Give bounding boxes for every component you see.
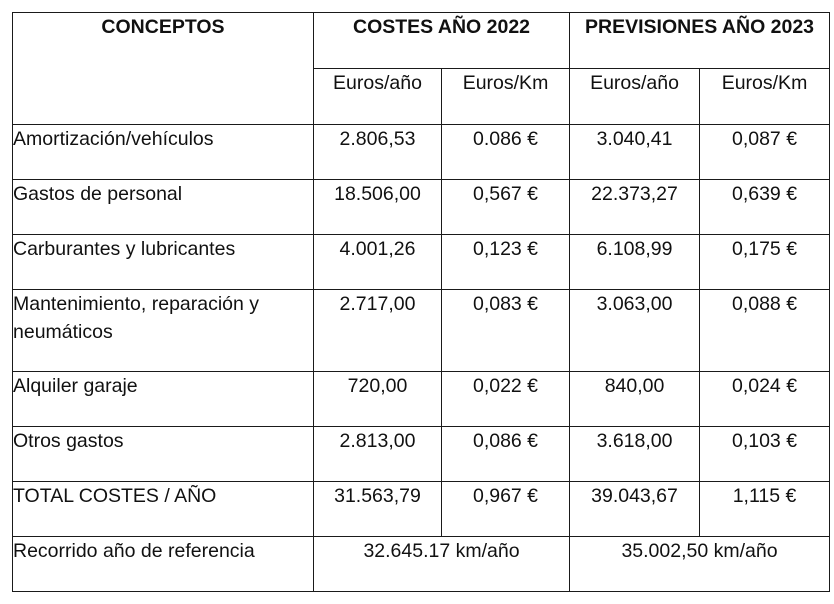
forecast-2023-year-cell: 840,00 (570, 372, 700, 427)
cost-2022-km-cell: 0,022 € (442, 372, 570, 427)
header-concepts: CONCEPTOS (13, 13, 314, 125)
costs-table (12, 12, 830, 592)
table-row (13, 235, 830, 290)
unit-euros-year-2023: Euros/año (570, 69, 700, 125)
concept-cell: Amortización/vehículos (13, 125, 314, 180)
total-forecast-2023-km: 1,115 € (700, 482, 830, 537)
header-row (13, 13, 830, 69)
forecast-2023-year-cell: 22.373,27 (570, 180, 700, 235)
reference-label: Recorrido año de referencia (13, 537, 314, 592)
forecast-2023-km-cell: 0,024 € (700, 372, 830, 427)
reference-row (13, 537, 830, 592)
table-row (13, 180, 830, 235)
concept-cell: Otros gastos (13, 427, 314, 482)
forecast-2023-year-cell: 3.040,41 (570, 125, 700, 180)
header-costs-2022: COSTES AÑO 2022 (314, 13, 570, 69)
cost-2022-km-cell: 0.086 € (442, 125, 570, 180)
total-row (13, 482, 830, 537)
unit-euros-km-2023: Euros/Km (700, 69, 830, 125)
unit-euros-year-2022: Euros/año (314, 69, 442, 125)
table-row (13, 290, 830, 372)
concept-cell: Gastos de personal (13, 180, 314, 235)
cost-2022-km-cell: 0,567 € (442, 180, 570, 235)
cost-2022-km-cell: 0,123 € (442, 235, 570, 290)
reference-distance-2022: 32.645.17 km/año (314, 537, 570, 592)
table-row (13, 427, 830, 482)
forecast-2023-km-cell: 0,103 € (700, 427, 830, 482)
table-row (13, 125, 830, 180)
cost-2022-year-cell: 4.001,26 (314, 235, 442, 290)
cost-2022-year-cell: 2.717,00 (314, 290, 442, 372)
header-forecast-2023: PREVISIONES AÑO 2023 (570, 13, 830, 69)
cost-2022-km-cell: 0,086 € (442, 427, 570, 482)
forecast-2023-year-cell: 6.108,99 (570, 235, 700, 290)
cost-2022-year-cell: 18.506,00 (314, 180, 442, 235)
cost-2022-year-cell: 2.806,53 (314, 125, 442, 180)
unit-euros-km-2022: Euros/Km (442, 69, 570, 125)
cost-2022-km-cell: 0,083 € (442, 290, 570, 372)
forecast-2023-km-cell: 0,175 € (700, 235, 830, 290)
concept-cell: Carburantes y lubricantes (13, 235, 314, 290)
forecast-2023-year-cell: 3.618,00 (570, 427, 700, 482)
forecast-2023-km-cell: 0,639 € (700, 180, 830, 235)
total-label: TOTAL COSTES / AÑO (13, 482, 314, 537)
forecast-2023-km-cell: 0,087 € (700, 125, 830, 180)
forecast-2023-km-cell: 0,088 € (700, 290, 830, 372)
cost-2022-year-cell: 2.813,00 (314, 427, 442, 482)
reference-distance-2023: 35.002,50 km/año (570, 537, 830, 592)
total-cost-2022-km: 0,967 € (442, 482, 570, 537)
total-cost-2022-year: 31.563,79 (314, 482, 442, 537)
total-forecast-2023-year: 39.043,67 (570, 482, 700, 537)
cost-2022-year-cell: 720,00 (314, 372, 442, 427)
concept-cell: Mantenimiento, reparación y neumáticos (13, 290, 314, 372)
concept-cell: Alquiler garaje (13, 372, 314, 427)
table-row (13, 372, 830, 427)
forecast-2023-year-cell: 3.063,00 (570, 290, 700, 372)
